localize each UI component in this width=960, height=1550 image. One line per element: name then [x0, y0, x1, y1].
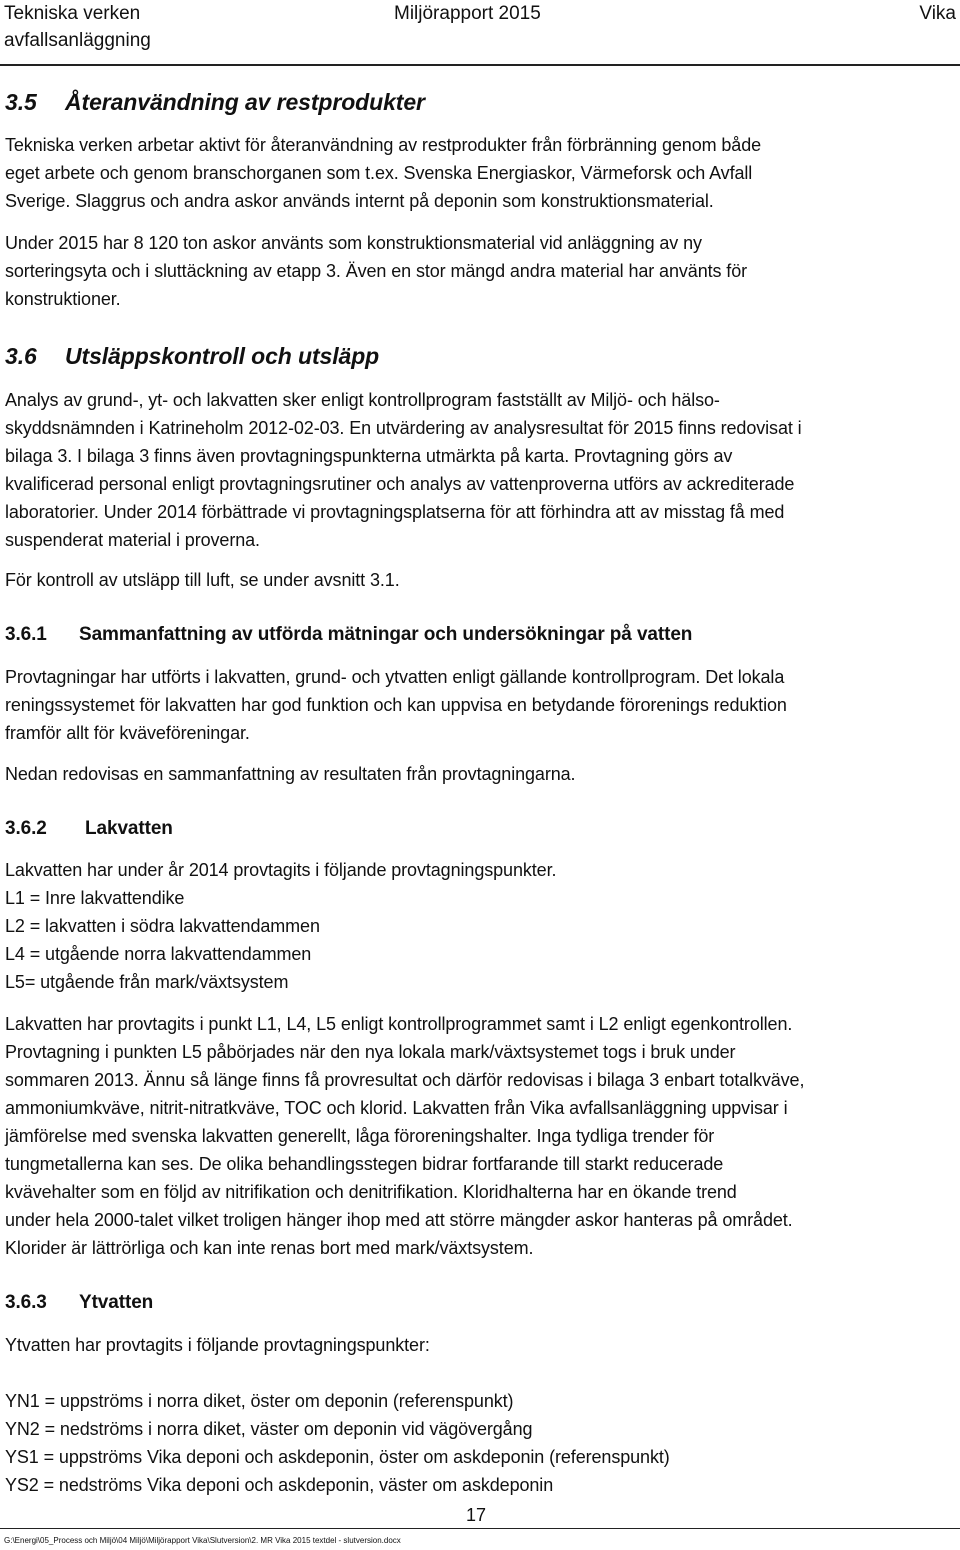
heading-3-6-2: [5, 815, 955, 843]
paragraph-line: bilaga 3. I bilaga 3 finns även provtagningspunkterna utmärkta på karta. Provtagning görs av: [5, 446, 733, 466]
paragraph-line: Lakvatten har provtagits i punkt L1, L4, L5 enligt kontrollprogrammet samt i L2 enligt egenkontrollen.: [5, 1014, 793, 1034]
header-site: Vika: [919, 3, 956, 24]
sampling-point: YS1 = uppströms Vika deponi och askdeponin, öster om askdeponin (referenspunkt): [5, 1447, 670, 1467]
header-company-line1: Tekniska verken: [4, 3, 141, 24]
sampling-point: YN1 = uppströms i norra diket, öster om deponin (referenspunkt): [5, 1391, 514, 1411]
paragraph-line: eget arbete och genom branschorganen som t.ex. Svenska Energiaskor, Värmeforsk och Avfall: [5, 163, 753, 183]
paragraph-line: tungmetallerna kan ses. De olika behandlingsstegen bidrar fortfarande till starkt reducerade: [5, 1154, 724, 1174]
heading-number: 3.5: [5, 89, 37, 115]
heading-number: 3.6.2: [5, 818, 47, 839]
heading-number: 3.6.1: [5, 624, 47, 645]
heading-number: 3.6.3: [5, 1292, 47, 1313]
paragraph-line: kvalificerad personal enligt provtagningsrutiner och analys av vattenproverna utförs av ackrediterade: [5, 474, 795, 494]
header-report-title: Miljörapport 2015: [394, 3, 541, 24]
heading-3-6-3: [5, 1289, 955, 1317]
header-company: [4, 0, 151, 54]
paragraph-line: Under 2015 har 8 120 ton askor använts som konstruktionsmaterial vid anläggning av ny: [5, 233, 702, 253]
heading-3-6: [5, 340, 955, 372]
paragraph-line: konstruktioner.: [5, 289, 121, 309]
heading-title: Sammanfattning av utförda mätningar och undersökningar på vatten: [79, 624, 693, 645]
paragraph-line: jämförelse med svenska lakvatten generellt, låga föroreningshalter. Inga tydliga trender för: [5, 1126, 715, 1146]
heading-3-5: [5, 86, 955, 118]
footer-file-path: G:\Energi\05_Process och Miljö\04 Miljö\Miljörapport Vika\Slutversion\2. MR Vika 2015 textdel - slutversion.docx: [4, 1536, 401, 1545]
paragraph-line: Nedan redovisas en sammanfattning av resultaten från provtagningarna.: [5, 764, 576, 784]
sampling-point: L4 = utgående norra lakvattendammen: [5, 944, 312, 964]
paragraph-line: laboratorier. Under 2014 förbättrade vi provtagningsplatserna för att förhindra att av misstag få med: [5, 502, 785, 522]
paragraph-line: För kontroll av utsläpp till luft, se under avsnitt 3.1.: [5, 570, 400, 590]
heading-title: Återanvändning av restprodukter: [65, 89, 425, 115]
sampling-point: L5= utgående från mark/växtsystem: [5, 972, 289, 992]
paragraph-line: Tekniska verken arbetar aktivt för återanvändning av restprodukter från förbränning genom både: [5, 135, 762, 155]
sampling-point: L1 = Inre lakvattendike: [5, 888, 185, 908]
header-divider: [0, 64, 960, 66]
heading-title: Utsläppskontroll och utsläpp: [65, 343, 380, 369]
sampling-point: YN2 = nedströms i norra diket, väster om deponin vid vägövergång: [5, 1419, 533, 1439]
footer-divider: [0, 1528, 960, 1529]
paragraph-line: ammoniumkväve, nitrit-nitratkväve, TOC och klorid. Lakvatten från Vika avfallsanläggning uppvisar i: [5, 1098, 788, 1118]
paragraph-line: Klorider är lättrörliga och kan inte renas bort med mark/växtsystem.: [5, 1238, 534, 1258]
page-number: 17: [466, 1505, 487, 1525]
paragraph-line: sommaren 2013. Ännu så länge finns få provresultat och därför redovisas i bilaga 3 enbart totalkväve,: [5, 1070, 805, 1090]
paragraph-line: skyddsnämnden i Katrineholm 2012-02-03. En utvärdering av analysresultat för 2015 finns redovisat i: [5, 418, 802, 438]
sampling-point: YS2 = nedströms Vika deponi och askdeponin, väster om askdeponin: [5, 1475, 554, 1495]
paragraph-line: Lakvatten har under år 2014 provtagits i följande provtagningspunkter.: [5, 860, 557, 880]
heading-title: Ytvatten: [79, 1292, 154, 1313]
paragraph-line: Provtagningar har utförts i lakvatten, grund- och ytvatten enligt gällande kontrollprogram. Det lokala: [5, 667, 785, 687]
paragraph-line: Sverige. Slaggrus och andra askor används internt på deponin som konstruktionsmaterial.: [5, 191, 714, 211]
header-company-line2: avfallsanläggning: [4, 30, 151, 51]
paragraph-line: Analys av grund-, yt- och lakvatten sker enligt kontrollprogram fastställt av Miljö- och hälso-: [5, 390, 720, 410]
heading-title: Lakvatten: [85, 818, 173, 839]
heading-3-6-1: [5, 621, 955, 649]
paragraph-line: framför allt för kväveföreningar.: [5, 723, 250, 743]
paragraph-line: Ytvatten har provtagits i följande provtagningspunkter:: [5, 1335, 430, 1355]
paragraph-line: reningssystemet för lakvatten har god funktion och kan uppvisa en betydande förorenings reduktion: [5, 695, 787, 715]
heading-number: 3.6: [5, 343, 37, 369]
paragraph-line: sorteringsyta och i sluttäckning av etapp 3. Även en stor mängd andra material har använts för: [5, 261, 748, 281]
paragraph-line: kvävehalter som en följd av nitrifikation och denitrifikation. Kloridhalterna har en ökande trend: [5, 1182, 737, 1202]
paragraph-line: under hela 2000-talet vilket troligen hänger ihop med att större mängder askor hanteras på området.: [5, 1210, 793, 1230]
paragraph-line: suspenderat material i proverna.: [5, 530, 260, 550]
sampling-point: L2 = lakvatten i södra lakvattendammen: [5, 916, 320, 936]
paragraph-line: Provtagning i punkten L5 påbörjades när den nya lokala mark/växtsystemet togs i bruk under: [5, 1042, 736, 1062]
